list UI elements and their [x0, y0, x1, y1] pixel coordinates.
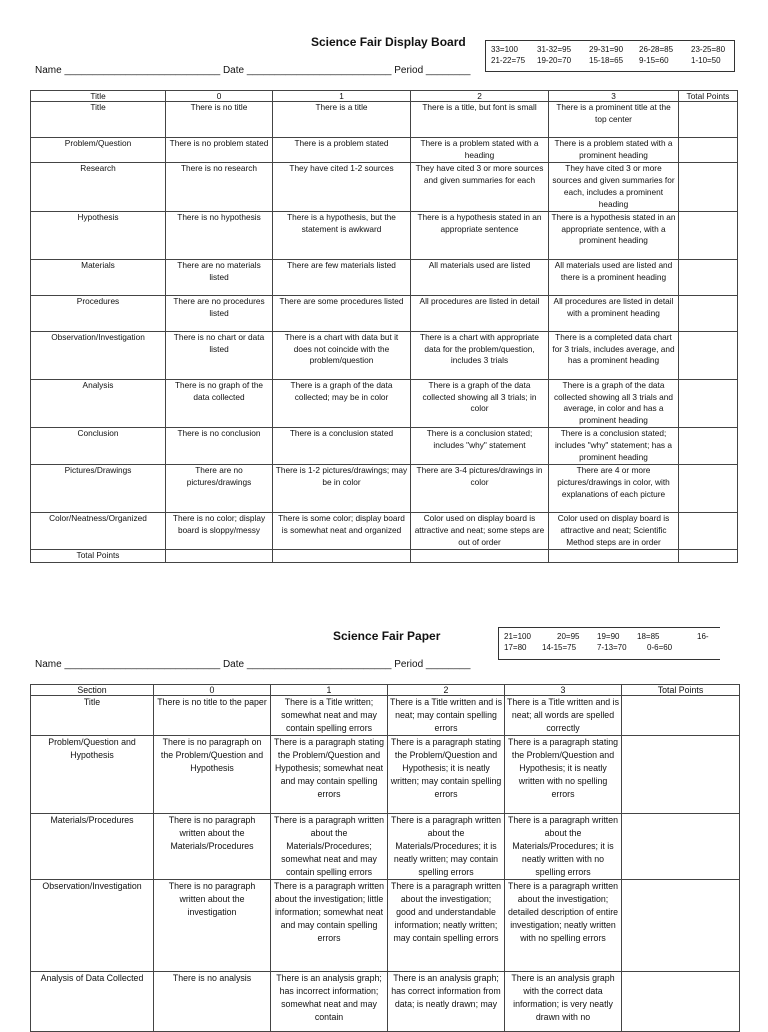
board-score-row-2	[491, 55, 729, 66]
board-score-row-1	[491, 44, 729, 55]
score-3-cell: There is a prominent title at the top center	[549, 102, 679, 138]
score-1-cell	[273, 549, 411, 562]
score-0-cell: There is no title	[166, 102, 273, 138]
score-3-cell: There is a Title written and is neat; all words are spelled correctly	[505, 696, 622, 736]
score-item: 16-	[697, 632, 709, 641]
column-header: 0	[154, 685, 271, 696]
table-row	[31, 259, 738, 295]
column-header: Section	[31, 685, 154, 696]
score-2-cell: There are 3-4 pictures/drawings in color	[411, 464, 549, 512]
table-row	[31, 464, 738, 512]
score-2-cell: There is a graph of the data collected showing all 3 trials; in color	[411, 379, 549, 428]
total-points-cell	[679, 379, 738, 428]
table-row	[31, 379, 738, 428]
total-points-cell	[679, 549, 738, 562]
score-item: 31-32=95	[537, 45, 572, 54]
score-1-cell: There is a graph of the data collected; may be in color	[273, 379, 411, 428]
score-3-cell: There is a completed data chart for 3 trials, includes average, and has a prominent heading	[549, 331, 679, 379]
column-header: 3	[549, 91, 679, 102]
score-2-cell: There is a paragraph stating the Problem/Question and Hypothesis; it is neatly written; may contain spelling errors	[388, 736, 505, 814]
score-0-cell: There are no procedures listed	[166, 295, 273, 331]
score-item: 1-10=50	[691, 56, 721, 65]
column-header: 2	[388, 685, 505, 696]
criterion-label: Research	[31, 163, 166, 212]
score-0-cell: There is no paragraph on the Problem/Question and Hypothesis	[154, 736, 271, 814]
paper-title: Science Fair Paper	[333, 629, 441, 643]
table-row	[31, 814, 740, 880]
score-3-cell: There are 4 or more pictures/drawings in color, with explanations of each picture	[549, 464, 679, 512]
total-points-cell	[679, 512, 738, 549]
score-1-cell: There is a conclusion stated	[273, 428, 411, 465]
column-header: 1	[273, 91, 411, 102]
score-0-cell: There is no hypothesis	[166, 211, 273, 259]
score-3-cell: There is a graph of the data collected showing all 3 trials and average, in color and has a prominent heading	[549, 379, 679, 428]
total-points-cell	[622, 696, 740, 736]
column-header: 1	[271, 685, 388, 696]
score-item: 15-18=65	[589, 56, 624, 65]
score-item: 7-13=70	[597, 643, 627, 652]
criterion-label: Materials/Procedures	[31, 814, 154, 880]
board-score-key	[485, 40, 735, 72]
score-item: 29-31=90	[589, 45, 624, 54]
score-3-cell: There is a paragraph written about the investigation; detailed description of entire investigation; neatly written with no spelling errors	[505, 880, 622, 972]
criterion-label: Pictures/Drawings	[31, 464, 166, 512]
criterion-label: Title	[31, 696, 154, 736]
table-row	[31, 331, 738, 379]
score-2-cell: There is a problem stated with a heading	[411, 138, 549, 163]
score-1-cell: There is a title	[273, 102, 411, 138]
score-3-cell: There is a paragraph written about the Materials/Procedures; it is neatly written with no spelling errors	[505, 814, 622, 880]
score-2-cell: There is a paragraph written about the investigation; good and understandable information; neatly written; may contain spelling errors	[388, 880, 505, 972]
score-3-cell: There is a problem stated with a prominent heading	[549, 138, 679, 163]
column-header: 3	[505, 685, 622, 696]
score-0-cell: There are no pictures/drawings	[166, 464, 273, 512]
table-header-row	[31, 685, 740, 696]
table-row	[31, 736, 740, 814]
criterion-label: Materials	[31, 259, 166, 295]
score-1-cell: There is 1-2 pictures/drawings; may be in color	[273, 464, 411, 512]
criterion-label: Hypothesis	[31, 211, 166, 259]
score-2-cell: Color used on display board is attractive and neat; some steps are out of order	[411, 512, 549, 549]
criterion-label: Observation/Investigation	[31, 331, 166, 379]
score-1-cell: There is a paragraph written about the investigation; little information; somewhat neat and may contain spelling errors	[271, 880, 388, 972]
total-points-cell	[622, 736, 740, 814]
criterion-label: Analysis of Data Collected	[31, 972, 154, 1032]
score-0-cell: There are no materials listed	[166, 259, 273, 295]
score-item: 17=80	[504, 643, 527, 652]
criterion-label: Problem/Question	[31, 138, 166, 163]
score-item: 21=100	[504, 632, 531, 641]
score-2-cell: There is a paragraph written about the Materials/Procedures; it is neatly written; may contain spelling errors	[388, 814, 505, 880]
criterion-label: Procedures	[31, 295, 166, 331]
score-2-cell: All materials used are listed	[411, 259, 549, 295]
board-title: Science Fair Display Board	[311, 35, 466, 49]
total-points-cell	[679, 138, 738, 163]
score-0-cell: There is no color; display board is sloppy/messy	[166, 512, 273, 549]
score-item: 14-15=75	[542, 643, 577, 652]
score-0-cell: There is no research	[166, 163, 273, 212]
score-2-cell: There is a conclusion stated; includes "why" statement	[411, 428, 549, 465]
score-1-cell: There is a paragraph written about the Materials/Procedures; somewhat neat and may contain spelling errors	[271, 814, 388, 880]
table-row	[31, 880, 740, 972]
paper-score-row-2	[504, 642, 715, 653]
criterion-label: Color/Neatness/Organized	[31, 512, 166, 549]
score-1-cell: There is a paragraph stating the Problem/Question and Hypothesis; somewhat neat and may contain spelling errors	[271, 736, 388, 814]
score-3-cell: They have cited 3 or more sources and given summaries for each, includes a prominent heading	[549, 163, 679, 212]
score-0-cell: There is no paragraph written about the investigation	[154, 880, 271, 972]
column-header: 2	[411, 91, 549, 102]
score-1-cell: There are some procedures listed	[273, 295, 411, 331]
table-row	[31, 428, 738, 465]
score-0-cell: There is no conclusion	[166, 428, 273, 465]
score-1-cell: There is a chart with data but it does not coincide with the problem/question	[273, 331, 411, 379]
score-3-cell: All procedures are listed in detail with a prominent heading	[549, 295, 679, 331]
total-points-cell	[622, 972, 740, 1032]
score-2-cell: There is a Title written and is neat; may contain spelling errors	[388, 696, 505, 736]
total-points-cell	[679, 428, 738, 465]
total-points-cell	[679, 102, 738, 138]
total-points-cell	[622, 814, 740, 880]
score-0-cell: There is no paragraph written about the Materials/Procedures	[154, 814, 271, 880]
column-header: 0	[166, 91, 273, 102]
score-1-cell: There is an analysis graph; has incorrect information; somewhat neat and may contain	[271, 972, 388, 1032]
paper-name-date-period-line: Name ____________________________ Date __________________________ Period ________	[35, 659, 471, 670]
score-item: 19-20=70	[537, 56, 572, 65]
criterion-label: Observation/Investigation	[31, 880, 154, 972]
total-points-cell	[679, 295, 738, 331]
total-points-cell	[679, 163, 738, 212]
score-item: 0-6=60	[647, 643, 673, 652]
score-0-cell: There is no graph of the data collected	[166, 379, 273, 428]
paper-score-row-1	[504, 631, 715, 642]
table-row	[31, 138, 738, 163]
table-row	[31, 295, 738, 331]
score-item: 20=95	[557, 632, 580, 641]
score-2-cell: There is a chart with appropriate data for the problem/question, includes 3 trials	[411, 331, 549, 379]
total-points-cell	[679, 259, 738, 295]
score-1-cell: There is some color; display board is somewhat neat and organized	[273, 512, 411, 549]
score-item: 33=100	[491, 45, 518, 54]
table-header-row	[31, 91, 738, 102]
score-1-cell: They have cited 1-2 sources	[273, 163, 411, 212]
table-row	[31, 102, 738, 138]
score-3-cell: All materials used are listed and there is a prominent heading	[549, 259, 679, 295]
total-points-cell	[622, 880, 740, 972]
score-1-cell: There are few materials listed	[273, 259, 411, 295]
score-3-cell: Color used on display board is attractive and neat; Scientific Method steps are in order	[549, 512, 679, 549]
score-3-cell: There is a paragraph stating the Problem/Question and Hypothesis; it is neatly written with no spelling errors	[505, 736, 622, 814]
score-item: 19=90	[597, 632, 620, 641]
score-item: 21-22=75	[491, 56, 526, 65]
score-item: 9-15=60	[639, 56, 669, 65]
criterion-label: Conclusion	[31, 428, 166, 465]
board-name-date-period-line: Name ____________________________ Date __________________________ Period ________	[35, 65, 471, 76]
table-row	[31, 211, 738, 259]
score-3-cell: There is a conclusion stated; includes "why" statement; has a prominent heading	[549, 428, 679, 465]
total-points-cell	[679, 331, 738, 379]
score-1-cell: There is a problem stated	[273, 138, 411, 163]
paper-score-key	[498, 627, 720, 660]
score-2-cell: There is a hypothesis stated in an appropriate sentence	[411, 211, 549, 259]
column-header: Total Points	[622, 685, 740, 696]
score-1-cell: There is a Title written; somewhat neat and may contain spelling errors	[271, 696, 388, 736]
score-3-cell	[549, 549, 679, 562]
column-header: Total Points	[679, 91, 738, 102]
score-item: 18=85	[637, 632, 660, 641]
table-row	[31, 163, 738, 212]
score-0-cell	[166, 549, 273, 562]
score-2-cell: All procedures are listed in detail	[411, 295, 549, 331]
criterion-label: Total Points	[31, 549, 166, 562]
score-0-cell: There is no problem stated	[166, 138, 273, 163]
score-2-cell	[411, 549, 549, 562]
column-header: Title	[31, 91, 166, 102]
score-item: 26-28=85	[639, 45, 674, 54]
table-row	[31, 512, 738, 549]
criterion-label: Problem/Question and Hypothesis	[31, 736, 154, 814]
paper-rubric-table	[30, 684, 740, 1032]
score-item: 23-25=80	[691, 45, 726, 54]
table-row	[31, 972, 740, 1032]
score-3-cell: There is a hypothesis stated in an appropriate sentence, with a prominent heading	[549, 211, 679, 259]
score-0-cell: There is no chart or data listed	[166, 331, 273, 379]
score-2-cell: They have cited 3 or more sources and given summaries for each	[411, 163, 549, 212]
score-0-cell: There is no analysis	[154, 972, 271, 1032]
total-points-cell	[679, 211, 738, 259]
score-2-cell: There is an analysis graph; has correct information from data; is neatly drawn; may	[388, 972, 505, 1032]
total-points-cell	[679, 464, 738, 512]
board-rubric-table	[30, 90, 738, 563]
score-1-cell: There is a hypothesis, but the statement is awkward	[273, 211, 411, 259]
score-2-cell: There is a title, but font is small	[411, 102, 549, 138]
score-0-cell: There is no title to the paper	[154, 696, 271, 736]
score-3-cell: There is an analysis graph with the correct data information; is very neatly drawn with no	[505, 972, 622, 1032]
criterion-label: Title	[31, 102, 166, 138]
criterion-label: Analysis	[31, 379, 166, 428]
table-row	[31, 696, 740, 736]
table-row	[31, 549, 738, 562]
